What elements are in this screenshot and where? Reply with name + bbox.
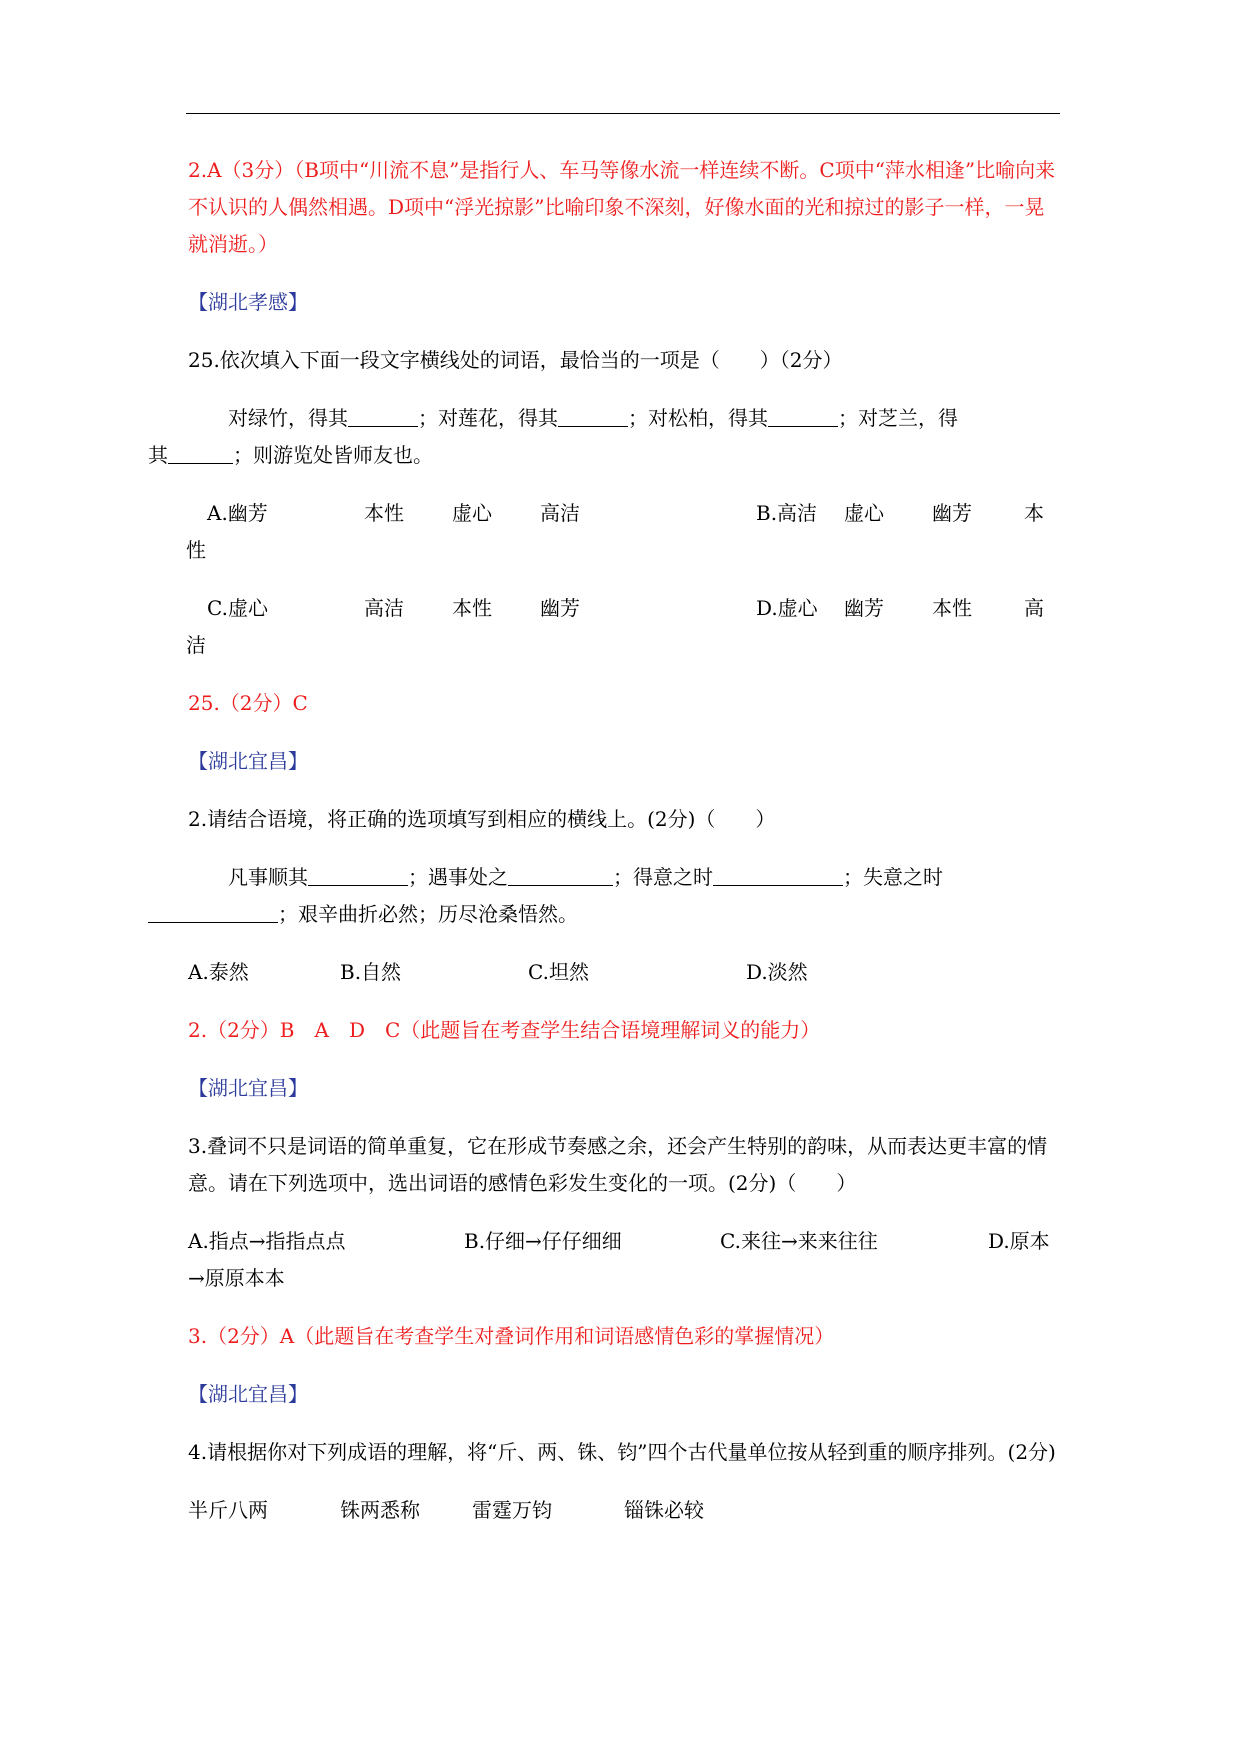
option-b-word-wrap: 性 — [186, 538, 206, 562]
source-label-xiaogan: 【湖北孝感】 — [188, 290, 308, 314]
idiom: 锱铢必较 — [624, 1498, 704, 1522]
option-d-word: 幽芳 — [844, 596, 884, 620]
blank-line — [713, 863, 843, 886]
option-d-word: 本性 — [932, 596, 972, 620]
blank-line — [768, 404, 838, 427]
blank-line — [168, 441, 233, 464]
idiom: 半斤八两 — [188, 1498, 268, 1522]
option-c-word: 高洁 — [364, 596, 404, 620]
option-d: D.原本 — [988, 1229, 1050, 1253]
source-label-yichang: 【湖北宜昌】 — [188, 1076, 308, 1100]
question-25-passage: 对绿竹，得其 ；对莲花，得其 ；对松柏，得其 ；对芝兰，得 其 ；则游览处皆师友也。 — [148, 406, 958, 467]
option-c: C.来往→来来往往 — [720, 1229, 878, 1253]
option-c-word: 本性 — [452, 596, 492, 620]
option-a-word: 本性 — [364, 501, 404, 525]
answer-3: 3.（2分）A（此题旨在考查学生对叠词作用和词语感情色彩的掌握情况） — [188, 1324, 835, 1348]
option-a: A.泰然 — [188, 960, 249, 984]
option-b-label: B.高洁 — [756, 501, 818, 525]
question-2-passage: 凡事顺其 ；遇事处之 ；得意之时 ；失意之时 ；艰辛曲折必然；历尽沧桑悟然。 — [188, 859, 1056, 933]
blank-line — [558, 404, 628, 427]
question-4-stem: 4.请根据你对下列成语的理解，将“斤、两、铢、钧”四个古代量单位按从轻到重的顺序排列。(2分) — [188, 1440, 1056, 1464]
option-d-word: 高 — [1024, 596, 1044, 620]
option-b-word: 虚心 — [844, 501, 884, 525]
option-d: D.淡然 — [746, 960, 808, 984]
document-body — [148, 152, 1056, 1550]
answer-25: 25.（2分）C — [188, 691, 308, 715]
question-3-stem: 3.叠词不只是词语的简单重复，它在形成节奏感之余，还会产生特别的韵味，从而表达更丰富的情意。请在下列选项中，选出词语的感情色彩发生变化的一项。(2分)（ ） — [188, 1134, 1048, 1195]
answer-2: 2.（2分）B A D C（此题旨在考查学生结合语境理解词义的能力） — [188, 1018, 821, 1042]
option-c: C.坦然 — [528, 960, 589, 984]
idiom: 雷霆万钧 — [472, 1498, 552, 1522]
question-25-options-ab — [188, 495, 1056, 569]
blank-line — [348, 404, 418, 427]
answer-2a: 2.A（3分）（B项中“川流不息”是指行人、车马等像水流一样连续不断。C项中“萍水相逢”比喻向来不认识的人偶然相遇。D项中“浮光掠影”比喻印象不深刻，好像水面的光和掠过的影子一样，一晃就消逝。） — [188, 158, 1056, 256]
question-4-idioms — [188, 1492, 1056, 1529]
question-2-options — [188, 954, 1056, 991]
blank-line — [508, 863, 613, 886]
question-25-options-cd — [188, 590, 1056, 664]
option-c-label: C.虚心 — [207, 596, 268, 620]
option-b: B.自然 — [340, 960, 402, 984]
option-a-word: 虚心 — [452, 501, 492, 525]
option-a-label: A.幽芳 — [207, 501, 268, 525]
idiom: 铢两悉称 — [340, 1498, 420, 1522]
option-b-word: 本 — [1024, 501, 1044, 525]
question-25-stem: 25.依次填入下面一段文字横线处的词语，最恰当的一项是（ ）（2分） — [188, 348, 843, 372]
option-a: A.指点→指指点点 — [188, 1229, 346, 1253]
option-d-wrap: →原原本本 — [188, 1266, 285, 1290]
question-3-options — [188, 1223, 1056, 1297]
option-b-word: 幽芳 — [932, 501, 972, 525]
header-rule — [186, 113, 1060, 114]
question-2-stem: 2.请结合语境，将正确的选项填写到相应的横线上。(2分)（ ） — [188, 807, 776, 831]
blank-line — [148, 900, 278, 923]
source-label-yichang: 【湖北宜昌】 — [188, 749, 308, 773]
blank-line — [308, 863, 408, 886]
option-a-word: 高洁 — [540, 501, 580, 525]
option-b: B.仔细→仔仔细细 — [464, 1229, 622, 1253]
option-d-label: D.虚心 — [756, 596, 818, 620]
option-c-word: 幽芳 — [540, 596, 580, 620]
source-label-yichang: 【湖北宜昌】 — [188, 1382, 308, 1406]
option-d-word-wrap: 洁 — [186, 633, 206, 657]
